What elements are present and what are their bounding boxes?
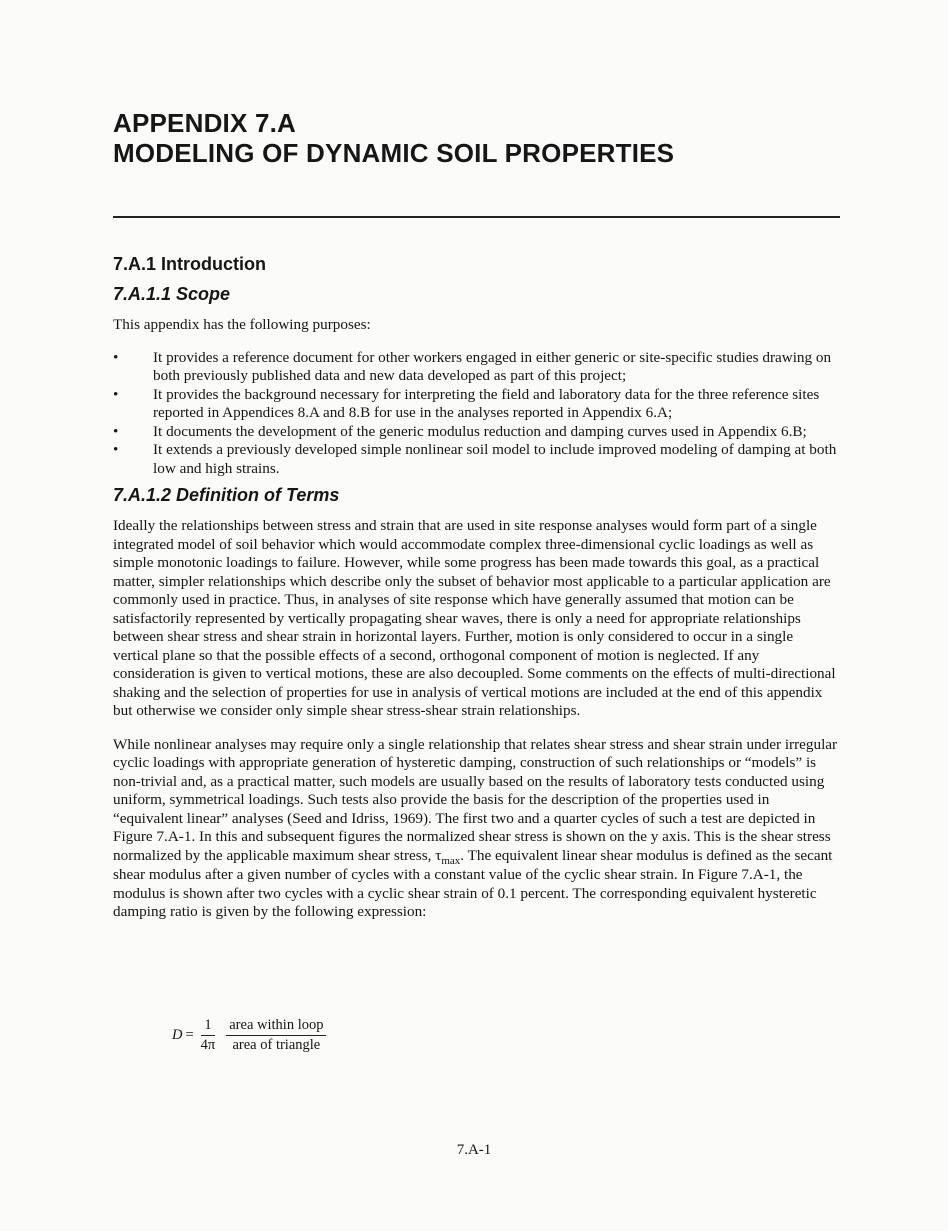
main-content xyxy=(113,253,841,922)
ratio-denominator: area of triangle xyxy=(232,1037,321,1053)
damping-equation xyxy=(172,1017,330,1054)
purposes-list xyxy=(113,349,841,479)
coefficient-denominator: 4π xyxy=(200,1037,216,1053)
section-heading: 7.A.1 Introduction xyxy=(113,254,266,274)
bullet: • xyxy=(113,385,119,403)
definitions-paragraph-1: Ideally the relationships between stress and strain that are used in site response analyses would form part of a single integrated model of soil behavior which would accommodate complex three-dimensional cyclic loadings as well as simple monotonic loadings to failure. However, while some progress has been made towards this goal, as a practical matter, simpler relationships which describe only the subset of behavior most applicable to a particular application are commonly used in practice. Thus, in analyses of site response which have generally assumed that motion can be satisfactorily represented by vertically propagating shear waves, there is only a need for appropriate relationships between shear stress and shear strain in horizontal layers. Further, motion is only considered to occur in a single vertical plane so that the possible effects of a second, orthogonal component of motion is neglected. If any consideration is given to vertical motions, these are also decoupled. Some comments on the effects of multi-directional shaking and the selection of properties for use in analysis of vertical motions are included at the end of this appendix but otherwise we consider only simple shear stress-shear strain relationships. xyxy=(113,517,836,719)
title-divider xyxy=(113,216,840,218)
bullet: • xyxy=(113,441,119,458)
ratio-numerator: area within loop xyxy=(226,1017,326,1036)
subsection-heading-definitions: 7.A.1.2 Definition of Terms xyxy=(113,485,340,505)
list-item xyxy=(113,423,841,442)
subsection-heading-scope: 7.A.1.1 Scope xyxy=(113,284,231,304)
tau-subscript: max xyxy=(441,854,461,867)
equation-equals: = xyxy=(185,1027,194,1043)
paragraph-text: While nonlinear analyses may require only a single relationship that relates shear stress and shear strain under irregular cyclic loadings with appropriate generation of hysteretic damping, construction of such relationships or “models” is non-trivial and, as a practical matter, such models are usually based on the results of laboratory tests conducted using uniform, symmetrical loadings. Such tests also provide the basis for the description of the properties used in “equivalent linear” analyses (Seed and Idriss, 1969). The first two and a quarter cycles of such a test are depicted in Figure 7.A-1. In this and subsequent figures the normalized shear stress is shown on the y axis. This is the shear stress normalized by the applicable maximum shear stress, xyxy=(113,735,838,864)
tau-symbol: τ xyxy=(435,846,442,864)
paragraph-text: . The equivalent linear shear modulus is defined as the secant shear modulus after a given number of cycles with a constant value of the cyclic shear strain. In Figure 7.A-1, the modulus is shown after two cycles with a cyclic shear strain of 0.1 percent. The corresponding equivalent hysteretic damping ratio is given by the following expression: xyxy=(113,846,833,920)
page-title: MODELING OF DYNAMIC SOIL PROPERTIES xyxy=(113,138,675,168)
appendix-label: APPENDIX 7.A xyxy=(113,108,297,138)
list-item xyxy=(113,441,841,478)
list-item-text: It extends a previously developed simple nonlinear soil model to include improved modeling of damping at both low and high strains. xyxy=(153,441,837,477)
list-item-text: It documents the development of the generic modulus reduction and damping curves used in Appendix 6.B; xyxy=(153,422,807,440)
list-item-text: It provides a reference document for other workers engaged in either generic or site-specific studies drawing on both previously published data and new data developed as part of this project; xyxy=(153,348,832,384)
bullet: • xyxy=(113,348,119,366)
list-item xyxy=(113,386,841,423)
coefficient-numerator: 1 xyxy=(201,1017,214,1036)
equation-lhs: D xyxy=(172,1027,183,1043)
page-number: 7.A-1 xyxy=(456,1142,492,1158)
title-block xyxy=(113,108,853,168)
equation-coefficient xyxy=(198,1017,219,1054)
definitions-paragraph-2 xyxy=(113,736,841,922)
list-item xyxy=(113,349,841,386)
bullet: • xyxy=(113,422,119,440)
scope-intro: This appendix has the following purposes: xyxy=(113,316,371,333)
equation-ratio xyxy=(226,1017,326,1054)
list-item-text: It provides the background necessary for interpreting the field and laboratory data for the three reference sites reported in Appendices 8.A and 8.B for use in the analyses reported in Appendix 6.A; xyxy=(153,385,820,421)
